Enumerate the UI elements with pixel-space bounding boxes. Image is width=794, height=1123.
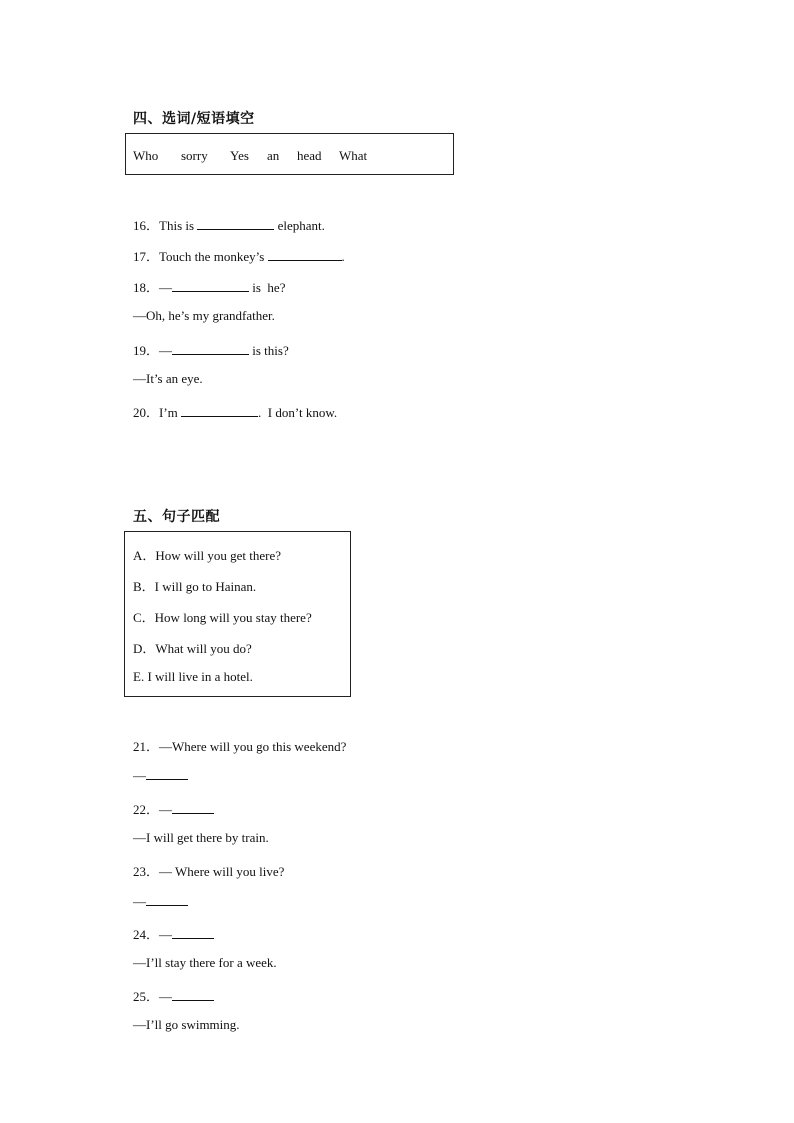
question-text: elephant.: [274, 218, 325, 233]
question-25: [133, 986, 214, 1005]
dialogue-answer: —It’s an eye.: [133, 371, 203, 386]
question-number: 18．: [133, 280, 160, 295]
answer-blank[interactable]: [268, 248, 342, 261]
question-text: —Where will you go this weekend?: [159, 739, 347, 754]
question-23: [133, 861, 284, 880]
word-bank-item: What: [339, 148, 368, 163]
question-number: 23．: [133, 864, 160, 879]
dialogue-answer: [133, 893, 188, 910]
question-number: 22．: [133, 802, 160, 817]
question-text: —: [159, 343, 173, 358]
question-text: —: [159, 280, 173, 295]
question-number: 16．: [133, 218, 160, 233]
question-text: —: [159, 989, 173, 1004]
answer-blank[interactable]: [172, 988, 214, 1001]
answer-blank[interactable]: [172, 801, 214, 814]
dialogue-answer: —Oh, he’s my grandfather.: [133, 308, 275, 323]
answer-blank[interactable]: [146, 893, 188, 906]
option-c: C．How long will you stay there?: [133, 610, 312, 625]
question-number: 21．: [133, 739, 160, 754]
word-bank-box: [125, 133, 454, 175]
question-number: 25．: [133, 989, 160, 1004]
question-19: [133, 340, 289, 359]
section-title: 四、选词/短语填空: [133, 111, 255, 127]
options-box: [124, 531, 351, 697]
question-18: [133, 277, 285, 296]
dialogue-answer: —I’ll go swimming.: [133, 1017, 240, 1032]
question-text: I’m: [159, 405, 182, 420]
question-text: —: [159, 927, 173, 942]
section-title: 五、句子匹配: [133, 509, 220, 525]
question-text: This is: [159, 218, 198, 233]
question-22: [133, 799, 214, 818]
answer-blank[interactable]: [181, 404, 258, 417]
question-number: 20．: [133, 405, 160, 420]
question-number: 19．: [133, 343, 160, 358]
answer-blank[interactable]: [146, 767, 188, 780]
answer-blank[interactable]: [172, 926, 214, 939]
question-text: is he?: [249, 280, 286, 295]
word-bank-item: Who: [133, 148, 159, 163]
option-d: D．What will you do?: [133, 641, 252, 656]
question-21: [133, 736, 346, 755]
dialogue-answer: —I’ll stay there for a week.: [133, 955, 277, 970]
word-bank-item: an: [267, 148, 280, 163]
word-bank-item: Yes: [230, 148, 249, 163]
answer-blank[interactable]: [197, 217, 274, 230]
question-text: — Where will you live?: [159, 864, 285, 879]
question-17: [133, 246, 345, 265]
option-e: E. I will live in a hotel.: [133, 669, 253, 684]
question-20: [133, 402, 337, 421]
dialogue-answer: —I will get there by train.: [133, 830, 269, 845]
dialogue-dash: —: [133, 894, 146, 909]
question-text: . I don’t know.: [258, 405, 338, 420]
answer-blank[interactable]: [172, 279, 249, 292]
question-text: Touch the monkey’s: [159, 249, 268, 264]
word-bank-item: head: [297, 148, 322, 163]
dialogue-answer: [133, 767, 188, 784]
answer-blank[interactable]: [172, 342, 249, 355]
word-bank-item: sorry: [181, 148, 208, 163]
question-text: —: [159, 802, 173, 817]
question-number: 24．: [133, 927, 160, 942]
question-text: is this?: [249, 343, 289, 358]
question-text: .: [341, 249, 345, 264]
dialogue-dash: —: [133, 768, 146, 783]
option-b: B．I will go to Hainan.: [133, 579, 257, 594]
question-24: [133, 924, 214, 943]
option-a: A．How will you get there?: [133, 548, 282, 563]
question-number: 17．: [133, 249, 160, 264]
question-16: [133, 215, 325, 234]
